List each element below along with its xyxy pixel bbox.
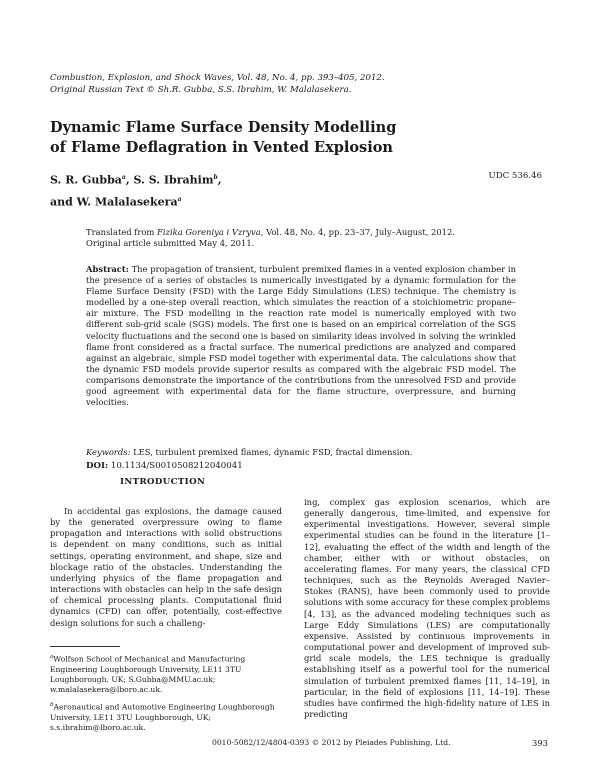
footnote-b-mark: b	[50, 702, 54, 708]
author-malalasekera-affil: a	[177, 195, 182, 203]
doi	[86, 461, 243, 471]
author-ibrahim: S. S. Ibrahim	[133, 173, 214, 187]
abstract	[86, 264, 516, 408]
abstract-text: The propagation of transient, turbulent premixed flames in a vented explosion chamber in the presence of a series of obstacles is numerically investigated by a dynamic formulation for the Flame Surface Density (FSD) with the Large Eddy Simulations (LES) technique. The chemistry is modelled by a one-step overall reaction, which simulates the reaction of a stoichiometric propane–air mixture. The FSD modelling in the reaction rate model is numerically employed with two different sub-grid scale (SGS) models. The first one is based on an empirical correlation of the SGS velocity fluctuations and the second one is based on similarity ideas involved in solving the wrinkled flame front considered as a fractal surface. The numerical predictions are analyzed and compared against an algebraic, simple FSD model together with experimental data. The calculations show that the dynamic FSD models provide superior results as compared with the algebraic FSD model. The comparisons demonstrate the importance of the contributions from the unresolved FSD and provide good agreement with experimental data for the flame structure, overpressure, and burning velocities.	[86, 264, 516, 408]
footnote-affiliation-b	[50, 700, 282, 733]
footnote-b-text: Aeronautical and Automotive Engineering Loughborough University, LE11 3TU Loughborough, UK; s.s.ibrahim@lboro.ac.uk.	[50, 702, 275, 732]
footnote-affiliation-a	[50, 652, 282, 695]
translated-from: Translated from Fizika Goreniya i Vzryva, Vol. 48, No. 4, pp. 23–37, July–August, 2012.	[86, 227, 455, 237]
title-line-2: of Flame Deflagration in Vented Explosion	[50, 139, 393, 156]
author-list	[50, 168, 222, 211]
footnote-a-mark: a	[50, 654, 54, 660]
journal-line-2: Original Russian Text © Sh.R. Gubba, S.S. Ibrahim, W. Malalasekera.	[50, 85, 352, 95]
doi-label: DOI:	[86, 461, 109, 471]
authors-line-2	[50, 190, 222, 212]
journal-line-1: Combustion, Explosion, and Shock Waves, Vol. 48, No. 4, pp. 393–405, 2012.	[50, 73, 385, 83]
author-gubba: S. R. Gubba	[50, 173, 122, 187]
section-heading-introduction: INTRODUCTION	[120, 477, 206, 487]
footer-copyright: 0010-5082/12/4804-0393 © 2012 by Pleiades Publishing, Ltd.	[212, 738, 451, 747]
title-line-1: Dynamic Flame Surface Density Modelling	[50, 119, 397, 136]
footnote-rule	[50, 646, 120, 647]
body-left-column: In accidental gas explosions, the damage caused by the generated overpressure owing to flame propagation and interactions with solid obstructions is dependent on many conditions, such as initial settings, operating environment, and shape, size and blockage ratio of the obstacles. Understanding the underlying physics of the flame propagation and interactions with obstacles can help in the safe design of chemical processing plants. Computational fluid dynamics (CFD) can offer, potentially, cost-effective design solutions for such a challeng-	[50, 506, 282, 628]
udc-code: UDC 536.46	[488, 171, 542, 181]
keywords-text: LES, turbulent premixed flames, dynamic FSD, fractal dimension.	[130, 447, 413, 457]
author-malalasekera: and W. Malalasekera	[50, 195, 178, 209]
author-gubba-affil: a	[121, 174, 126, 181]
abstract-label: Abstract:	[86, 264, 129, 274]
authors-line-1: S. R. Gubba$^a$, S. S. Ibrahim$^b$,	[50, 173, 222, 187]
page-number: 393	[532, 738, 548, 748]
keywords	[86, 447, 412, 457]
author-ibrahim-affil: b	[213, 174, 218, 181]
keywords-label: Keywords:	[86, 447, 131, 457]
doi-link[interactable]: 10.1134/S0010508212040041	[108, 461, 243, 471]
body-right-column: ing, complex gas explosion scenarios, which are generally dangerous, time-limited, and expensive for experimental investigations. However, several simple experimental studies can be found in the literature [1–12], evaluating the effect of the width and length of the chamber, either with or without obstacles, on accelerating flames. For many years, the classical CFD techniques, such as the Reynolds Averaged Navier–Stokes (RANS), have been commonly used to provide solutions with some accuracy for these complex problems [4, 13], as the advanced modeling techniques such as Large Eddy Simulations (LES) are computationally expensive. Assisted by continuous improvements in computational power and development of improved sub-grid scale models, the LES technique is gradually establishing itself as a powerful tool for the numerical simulation of turbulent premixed flames [11, 14–19], in particular, in the field of explosions [11, 14–19]. These studies have confirmed the high-fidelity nature of LES in predicting	[304, 497, 551, 719]
submitted-date: Original article submitted May 4, 2011.	[86, 238, 255, 248]
footnote-a-text: Wolfson School of Mechanical and Manufacturing Engineering Loughborough University, LE11 3TU Loughborough, UK; S.Gubba@MMU.ac.uk; w.malalasekera@lboro.ac.uk.	[50, 654, 246, 694]
journal-citation	[50, 72, 385, 96]
translation-note	[86, 227, 455, 249]
source-journal: Fizika Goreniya i Vzryva	[157, 227, 261, 237]
paper-title	[50, 118, 470, 158]
